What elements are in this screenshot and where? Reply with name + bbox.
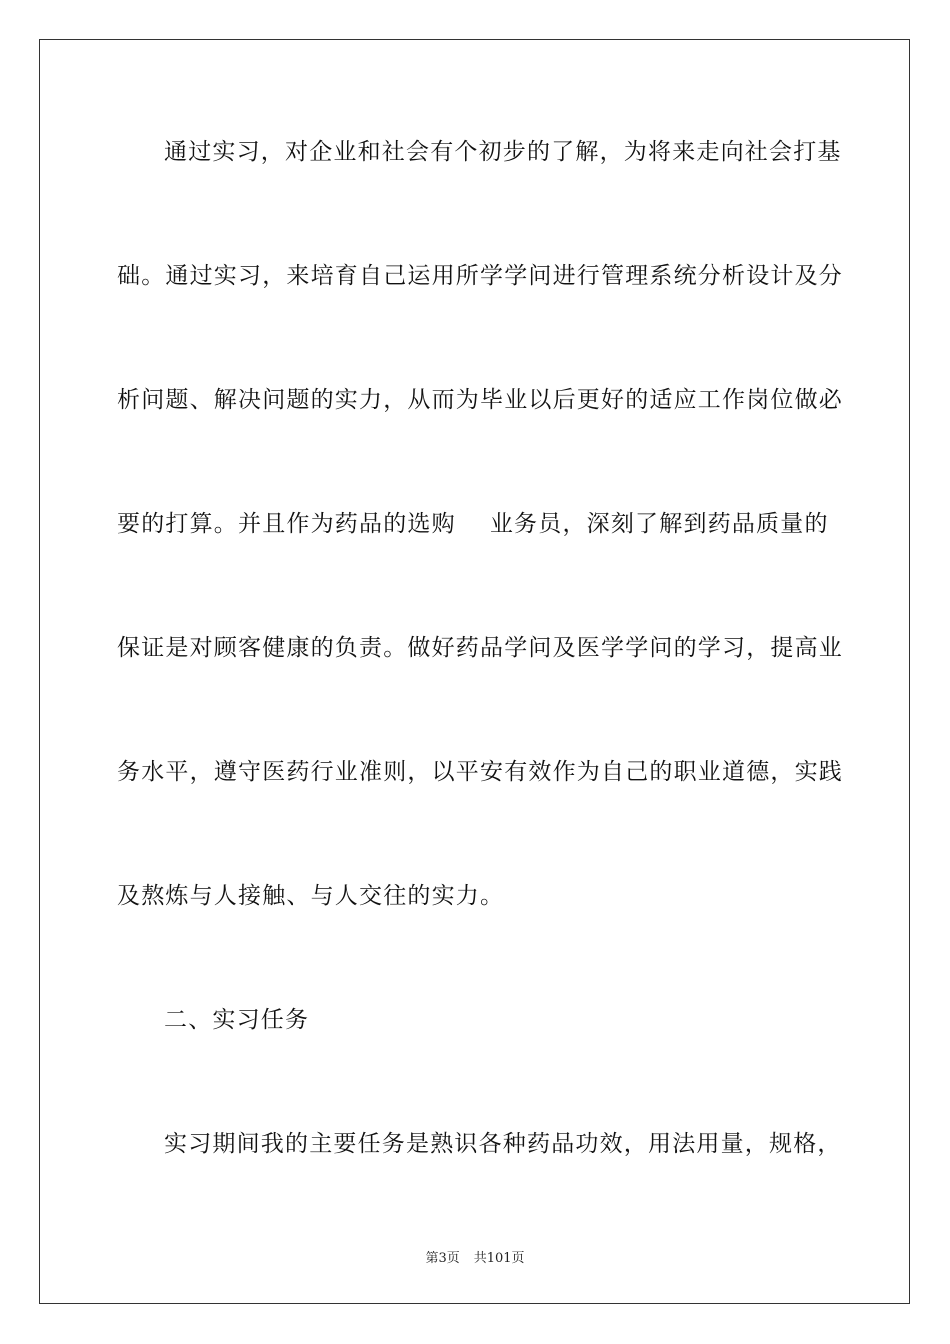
page-border: [39, 39, 910, 1304]
page-number: 第3页: [425, 1251, 460, 1266]
section-heading: 二、实习任务: [164, 1007, 310, 1033]
paragraph-line: 务水平，遵守医药行业准则，以平安有效作为自己的职业道德，实践: [117, 759, 843, 785]
page-total: 共101页: [473, 1251, 525, 1266]
page-footer: [0, 1247, 950, 1266]
paragraph-line: 保证是对顾客健康的负责。做好药品学问及医学学问的学习，提高业: [117, 635, 843, 661]
paragraph-line: 及熬炼与人接触、与人交往的实力。: [117, 883, 505, 909]
paragraph-line: 析问题、解决问题的实力，从而为毕业以后更好的适应工作岗位做必: [117, 387, 843, 413]
paragraph-line: 通过实习，对企业和社会有个初步的了解，为将来走向社会打基: [164, 139, 842, 165]
paragraph-line: 实习期间我的主要任务是熟识各种药品功效，用法用量，规格，: [164, 1131, 842, 1157]
paragraph-line: 础。通过实习，来培育自己运用所学学问进行管理系统分析设计及分: [117, 263, 843, 289]
paragraph-line: 要的打算。并且作为药品的选购 业务员，深刻了解到药品质量的: [117, 511, 829, 537]
